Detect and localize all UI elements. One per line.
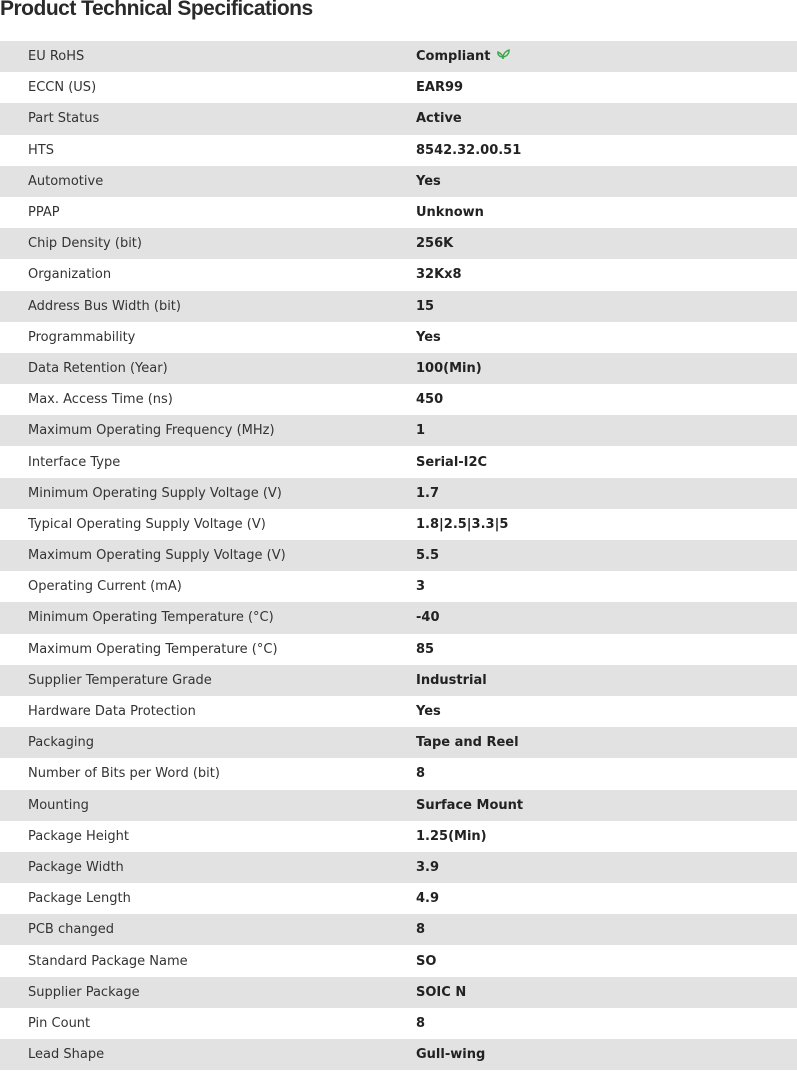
spec-value: Unknown	[416, 205, 484, 221]
spec-value-cell	[416, 883, 797, 914]
spec-label: PPAP	[28, 205, 60, 221]
spec-value-cell	[416, 72, 797, 103]
spec-value-cell	[416, 478, 797, 509]
spec-label: Standard Package Name	[28, 953, 188, 969]
spec-value: 1.25(Min)	[416, 828, 487, 844]
spec-row	[0, 509, 797, 540]
spec-value-cell	[416, 602, 797, 633]
spec-value: 32Kx8	[416, 267, 462, 283]
spec-value: 15	[416, 298, 435, 314]
spec-label: Data Retention (Year)	[28, 360, 168, 376]
spec-row	[0, 821, 797, 852]
spec-value: 8	[416, 922, 426, 938]
spec-value-cell	[416, 384, 797, 415]
spec-row	[0, 259, 797, 290]
leaf-icon	[496, 48, 510, 64]
spec-row	[0, 571, 797, 602]
spec-value: 85	[416, 641, 435, 657]
spec-label: Programmability	[28, 329, 136, 345]
spec-value-cell	[416, 790, 797, 821]
spec-value: SO	[416, 953, 437, 969]
spec-row	[0, 977, 797, 1008]
spec-value-cell	[416, 41, 797, 72]
spec-row	[0, 1039, 797, 1070]
spec-row	[0, 758, 797, 789]
spec-label: Supplier Package	[28, 984, 140, 1000]
spec-table	[0, 41, 797, 1070]
spec-value-cell	[416, 634, 797, 665]
spec-row	[0, 72, 797, 103]
spec-value-cell	[416, 852, 797, 883]
spec-row	[0, 384, 797, 415]
spec-row	[0, 415, 797, 446]
spec-row	[0, 446, 797, 477]
spec-row	[0, 353, 797, 384]
spec-value: 8	[416, 1015, 426, 1031]
spec-label: Part Status	[28, 111, 100, 127]
spec-label: Maximum Operating Supply Voltage (V)	[28, 548, 286, 564]
spec-value: 256K	[416, 236, 454, 252]
spec-label: Max. Access Time (ns)	[28, 392, 173, 408]
spec-value: 4.9	[416, 891, 440, 907]
spec-value-cell	[416, 353, 797, 384]
spec-label: Pin Count	[28, 1015, 91, 1031]
spec-value: 8	[416, 766, 426, 782]
spec-row	[0, 166, 797, 197]
spec-label: Lead Shape	[28, 1047, 105, 1063]
spec-value: SOIC N	[416, 984, 467, 1000]
spec-value: 5.5	[416, 548, 440, 564]
spec-value-cell	[416, 696, 797, 727]
spec-value: Yes	[416, 704, 441, 720]
spec-value: 1.7	[416, 485, 440, 501]
spec-label: Interface Type	[28, 454, 121, 470]
spec-label: Mounting	[28, 797, 89, 813]
spec-label: Package Height	[28, 828, 129, 844]
spec-value: -40	[416, 610, 440, 626]
spec-value: Active	[416, 111, 462, 127]
spec-value-cell	[416, 945, 797, 976]
spec-value: Yes	[416, 173, 441, 189]
spec-value-cell	[416, 415, 797, 446]
spec-value-cell	[416, 259, 797, 290]
spec-value: 3.9	[416, 859, 440, 875]
spec-value-cell	[416, 509, 797, 540]
spec-row	[0, 883, 797, 914]
spec-row	[0, 727, 797, 758]
spec-label: Hardware Data Protection	[28, 704, 196, 720]
spec-label: HTS	[28, 142, 54, 158]
spec-value-cell	[416, 166, 797, 197]
spec-label: Maximum Operating Temperature (°C)	[28, 641, 278, 657]
spec-label: Address Bus Width (bit)	[28, 298, 181, 314]
spec-row	[0, 322, 797, 353]
spec-value-cell	[416, 977, 797, 1008]
spec-label: Operating Current (mA)	[28, 579, 182, 595]
spec-value: 1	[416, 423, 426, 439]
spec-row	[0, 135, 797, 166]
spec-value-cell	[416, 571, 797, 602]
spec-value: Yes	[416, 329, 441, 345]
spec-value-cell	[416, 821, 797, 852]
spec-value-cell	[416, 322, 797, 353]
spec-value: Serial-I2C	[416, 454, 488, 470]
spec-value-cell	[416, 914, 797, 945]
spec-row	[0, 790, 797, 821]
spec-value: 100(Min)	[416, 360, 482, 376]
spec-label: Typical Operating Supply Voltage (V)	[28, 516, 266, 532]
spec-row	[0, 540, 797, 571]
spec-value: Industrial	[416, 672, 487, 688]
spec-value-cell	[416, 103, 797, 134]
spec-label: Minimum Operating Supply Voltage (V)	[28, 485, 282, 501]
spec-label: Packaging	[28, 735, 94, 751]
spec-value: Gull-wing	[416, 1047, 486, 1063]
spec-row	[0, 41, 797, 72]
spec-label: Maximum Operating Frequency (MHz)	[28, 423, 275, 439]
spec-row	[0, 945, 797, 976]
spec-row	[0, 1008, 797, 1039]
spec-value-cell	[416, 665, 797, 696]
spec-row	[0, 914, 797, 945]
spec-table-body	[0, 41, 797, 1070]
spec-value: 8542.32.00.51	[416, 142, 522, 158]
spec-value: 1.8|2.5|3.3|5	[416, 516, 509, 532]
spec-row	[0, 665, 797, 696]
spec-row	[0, 696, 797, 727]
spec-label: Organization	[28, 267, 112, 283]
spec-value: Surface Mount	[416, 797, 524, 813]
spec-value: 3	[416, 579, 426, 595]
spec-value-cell	[416, 197, 797, 228]
spec-value-cell	[416, 228, 797, 259]
spec-value-cell	[416, 446, 797, 477]
spec-value-cell	[416, 727, 797, 758]
spec-label: Chip Density (bit)	[28, 236, 142, 252]
spec-row	[0, 602, 797, 633]
spec-row	[0, 478, 797, 509]
spec-label: Number of Bits per Word (bit)	[28, 766, 220, 782]
spec-value-cell	[416, 291, 797, 322]
spec-value-cell	[416, 135, 797, 166]
spec-value-cell	[416, 758, 797, 789]
spec-value-cell	[416, 1008, 797, 1039]
spec-label: ECCN (US)	[28, 80, 97, 96]
spec-value: 450	[416, 392, 444, 408]
spec-label: Package Width	[28, 859, 124, 875]
spec-label: Minimum Operating Temperature (°C)	[28, 610, 274, 626]
spec-value: EAR99	[416, 80, 464, 96]
spec-label: Supplier Temperature Grade	[28, 672, 212, 688]
spec-row	[0, 103, 797, 134]
spec-row	[0, 634, 797, 665]
spec-row	[0, 228, 797, 259]
spec-row	[0, 852, 797, 883]
spec-row	[0, 291, 797, 322]
spec-row	[0, 197, 797, 228]
spec-label: PCB changed	[28, 922, 115, 938]
page-title: Product Technical Specifications	[0, 0, 313, 20]
spec-label: Package Length	[28, 891, 131, 907]
spec-value: Tape and Reel	[416, 735, 519, 751]
spec-label: EU RoHS	[28, 49, 85, 65]
spec-label: Automotive	[28, 173, 104, 189]
spec-value-cell	[416, 1039, 797, 1070]
spec-value: Compliant	[416, 49, 491, 65]
spec-value-cell	[416, 540, 797, 571]
